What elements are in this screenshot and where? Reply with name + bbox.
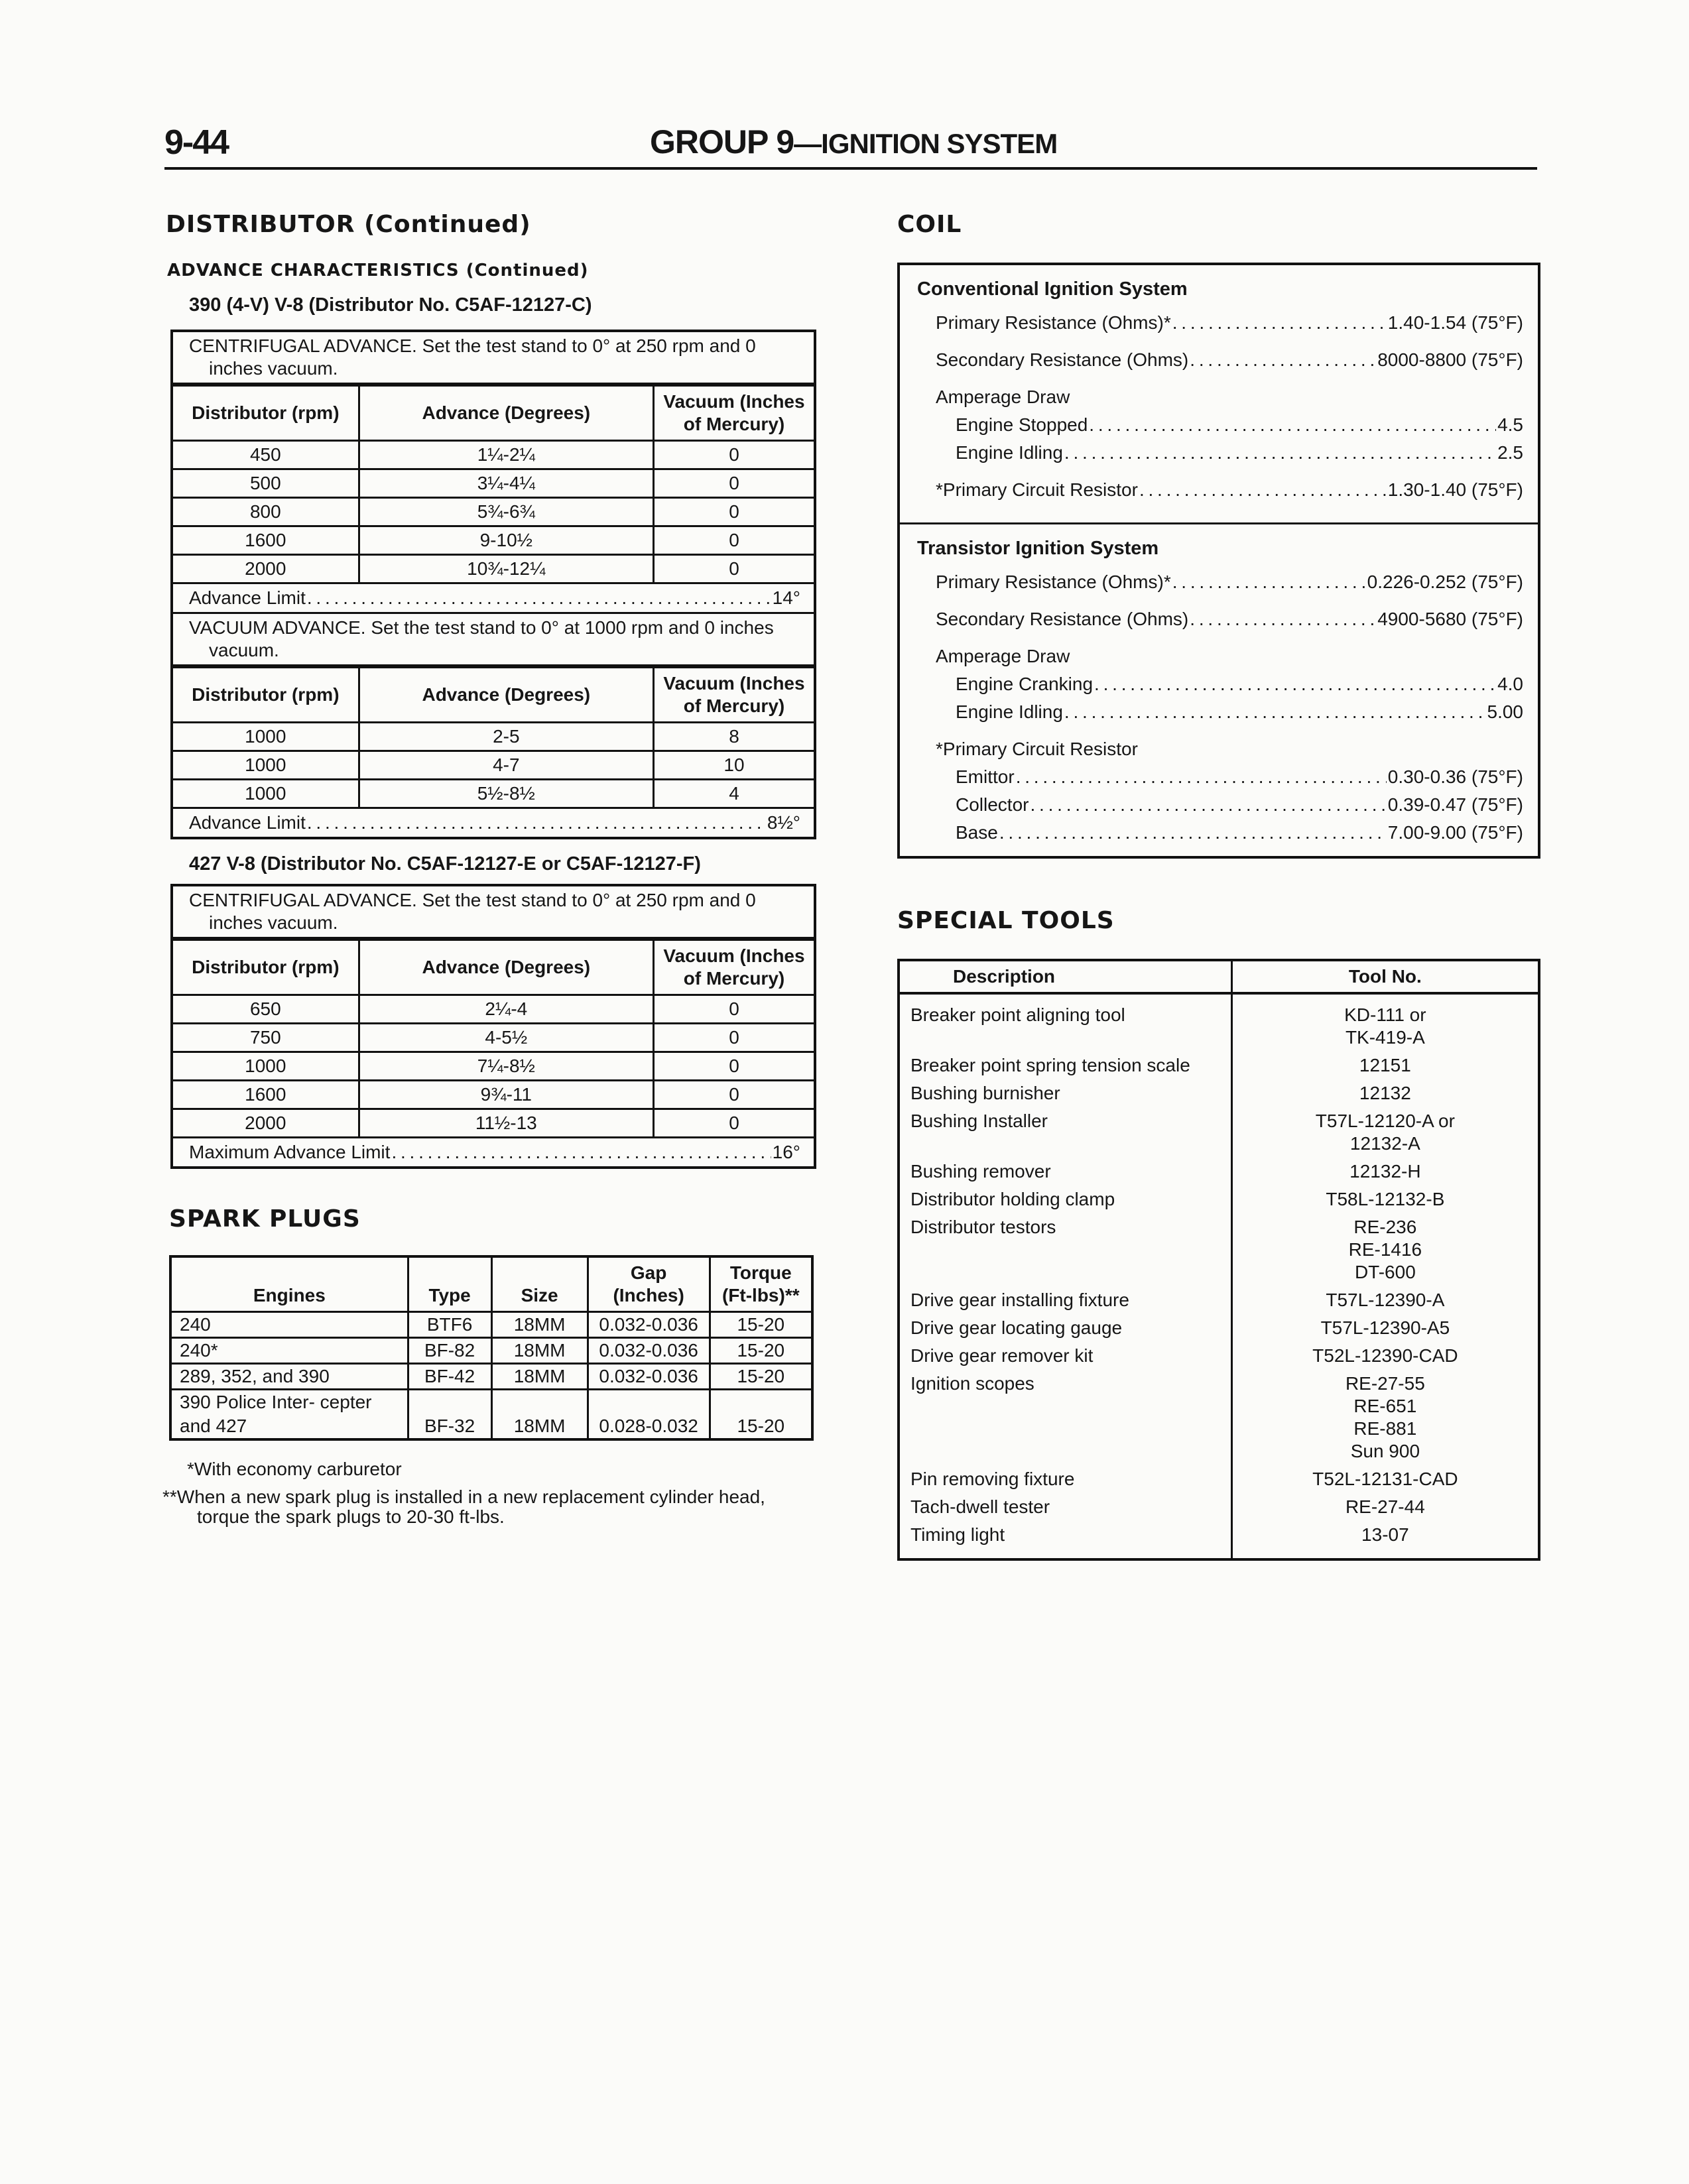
test-instruction [173, 332, 814, 385]
column-header: Distributor (rpm) [173, 940, 359, 995]
spec-value: 4.0 [1497, 674, 1523, 694]
table-row [173, 723, 814, 751]
table-cell: 5¾-6¾ [359, 498, 653, 526]
table-cell: 0 [653, 995, 814, 1024]
spec-label: Engine Idling [956, 442, 1063, 463]
table-cell: 0.032-0.036 [588, 1364, 710, 1390]
table-row [900, 1493, 1538, 1521]
table-cell: 750 [173, 1024, 359, 1052]
table-row [173, 498, 814, 526]
advance-data-table [173, 666, 814, 809]
page-number: 9-44 [164, 123, 229, 162]
table-cell: 1600 [173, 526, 359, 555]
header-row [900, 961, 1538, 993]
special-tools-box [897, 959, 1540, 1561]
spec-label: Base [956, 822, 998, 843]
advance-limit-row [173, 809, 814, 837]
spec-label: Secondary Resistance (Ohms) [936, 609, 1189, 629]
table-cell: 390 Police Inter- cepter and 427 [170, 1390, 408, 1440]
instruction-line: inches vacuum. [209, 358, 338, 379]
table-cell: 0 [653, 1024, 814, 1052]
table-cell: 15-20 [710, 1338, 812, 1364]
table-cell: 1000 [173, 780, 359, 808]
spec-label: Collector [956, 794, 1029, 815]
column-header: Advance (Degrees) [359, 668, 653, 723]
table-cell: 3¼-4¼ [359, 469, 653, 498]
advance-table-390 [170, 330, 816, 839]
table-cell: 0.028-0.032 [588, 1390, 710, 1440]
spec-value: 0.30-0.36 (75°F) [1387, 766, 1523, 787]
limit-label: Maximum Advance Limit [189, 1142, 391, 1162]
special-tools-table [900, 961, 1538, 1558]
table-row [900, 1465, 1538, 1493]
spec-row [917, 819, 1523, 847]
column-header: Engines [170, 1256, 408, 1312]
table-cell: 15-20 [710, 1390, 812, 1440]
tool-number: 13-07 [1361, 1524, 1409, 1545]
table-cell: 0 [653, 498, 814, 526]
subsection-title-advance: ADVANCE CHARACTERISTICS (Continued) [167, 261, 589, 280]
column-header: Vacuum (Inches of Mercury) [653, 940, 814, 995]
tool-number: 12132-H [1349, 1161, 1421, 1182]
table-cell: 1000 [173, 751, 359, 780]
table-row [900, 993, 1538, 1052]
table-cell: 18MM [491, 1390, 588, 1440]
spec-value: 1.40-1.54 (75°F) [1387, 312, 1523, 333]
spec-value: 5.00 [1487, 701, 1523, 722]
spec-value: 7.00-9.00 (75°F) [1387, 822, 1523, 843]
tool-number: RE-27-55 RE-651 RE-881 Sun 900 [1345, 1373, 1425, 1461]
spark-plugs-table-wrap [169, 1255, 814, 1441]
transistor-ignition-section [900, 524, 1538, 856]
spec-value: 2.5 [1497, 442, 1523, 463]
table-cell: 4-7 [359, 751, 653, 780]
instruction-line: VACUUM ADVANCE. Set the test stand to 0° at 1000 rpm and 0 inches [189, 617, 774, 638]
table-cell: BTF6 [408, 1312, 491, 1338]
table-cell: 2000 [173, 555, 359, 583]
table-row [173, 780, 814, 808]
tool-number: 12132 [1359, 1083, 1411, 1103]
test-instruction [173, 614, 814, 666]
spec-label: Engine Idling [956, 701, 1063, 722]
circuit-resistor-label: *Primary Circuit Resistor [936, 739, 1138, 759]
table-row [900, 1213, 1538, 1286]
tool-description: Distributor testors [900, 1213, 1231, 1286]
table-cell: 18MM [491, 1338, 588, 1364]
spec-row [917, 605, 1523, 633]
spec-label: Primary Resistance (Ohms)* [936, 572, 1171, 592]
tool-description: Timing light [900, 1521, 1231, 1549]
amperage-label: Amperage Draw [936, 646, 1070, 666]
table-cell: 1¼-2¼ [359, 441, 653, 469]
tool-number: T57L-12390-A [1326, 1290, 1445, 1310]
table-cell: 2000 [173, 1109, 359, 1138]
header-rule [164, 167, 1537, 170]
table-cell: 0 [653, 1052, 814, 1081]
limit-label: Advance Limit [189, 812, 306, 833]
footnote-economy: *With economy carburetor [187, 1459, 402, 1479]
spec-value: 4.5 [1497, 414, 1523, 435]
table-cell: BF-42 [408, 1364, 491, 1390]
spec-row [917, 791, 1523, 819]
table-row [900, 1158, 1538, 1185]
table-cell: 0 [653, 555, 814, 583]
group-title: —IGNITION SYSTEM [794, 128, 1058, 159]
spec-label: Emittor [956, 766, 1015, 787]
table-cell: 0.032-0.036 [588, 1338, 710, 1364]
table-row [900, 1286, 1538, 1314]
tool-description: Drive gear remover kit [900, 1342, 1231, 1370]
table-row [900, 1185, 1538, 1213]
table-row [900, 1314, 1538, 1342]
table-cell: 4-5½ [359, 1024, 653, 1052]
limit-value: 14° [772, 587, 800, 608]
table-row [173, 995, 814, 1024]
column-header: Advance (Degrees) [359, 386, 653, 441]
tool-number: 12151 [1359, 1055, 1411, 1075]
table-cell: 18MM [491, 1364, 588, 1390]
instruction-line: CENTRIFUGAL ADVANCE. Set the test stand to 0° at 250 rpm and 0 [189, 890, 756, 910]
table-row [900, 1079, 1538, 1107]
tool-number: T52L-12390-CAD [1312, 1345, 1458, 1366]
table-cell: 9¾-11 [359, 1081, 653, 1109]
spec-label: Primary Resistance (Ohms)* [936, 312, 1171, 333]
spec-label: Engine Cranking [956, 674, 1094, 694]
spec-row [917, 670, 1523, 698]
conventional-ignition-section [900, 265, 1538, 524]
tool-description: Distributor holding clamp [900, 1185, 1231, 1213]
footnote-torque-line1: **When a new spark plug is installed in a new replacement cylinder head, [162, 1486, 765, 1507]
spec-label: Secondary Resistance (Ohms) [936, 349, 1189, 370]
conventional-title: Conventional Ignition System [917, 278, 1188, 300]
table-cell: 0 [653, 526, 814, 555]
column-header: Distributor (rpm) [173, 668, 359, 723]
limit-label: Advance Limit [189, 587, 306, 608]
tool-description: Bushing burnisher [900, 1079, 1231, 1107]
table-row [900, 1370, 1538, 1465]
table-row [170, 1390, 812, 1440]
table-row [173, 1109, 814, 1138]
instruction-line: CENTRIFUGAL ADVANCE. Set the test stand to 0° at 250 rpm and 0 [189, 335, 756, 356]
spec-label: Engine Stopped [956, 414, 1088, 435]
table-cell: 4 [653, 780, 814, 808]
tool-number: T52L-12131-CAD [1312, 1469, 1458, 1489]
column-header: Tool No. [1231, 961, 1538, 993]
column-header: Type [408, 1256, 491, 1312]
instruction-line: vacuum. [209, 640, 279, 660]
table-cell: BF-82 [408, 1338, 491, 1364]
spec-row [917, 476, 1523, 504]
spec-row [917, 763, 1523, 791]
instruction-line: inches vacuum. [209, 912, 338, 933]
table-cell: 8 [653, 723, 814, 751]
advance-data-table [173, 939, 814, 1138]
table-cell: 800 [173, 498, 359, 526]
table-cell: 18MM [491, 1312, 588, 1338]
table-cell: 10¾-12¼ [359, 555, 653, 583]
block2-heading: 427 V-8 (Distributor No. C5AF-12127-E or C5AF-12127-F) [189, 853, 701, 875]
test-instruction [173, 886, 814, 939]
table-cell: 0 [653, 1081, 814, 1109]
advance-data-table [173, 385, 814, 584]
spec-label: *Primary Circuit Resistor [936, 479, 1138, 500]
section-title-special-tools: SPECIAL TOOLS [897, 907, 1115, 934]
tool-description: Ignition scopes [900, 1370, 1231, 1465]
tool-description: Drive gear locating gauge [900, 1314, 1231, 1342]
vacuum-advance-section [173, 614, 814, 837]
table-cell: 2-5 [359, 723, 653, 751]
footnote-torque-line2: torque the spark plugs to 20-30 ft-lbs. [197, 1506, 505, 1527]
advance-table-427 [170, 884, 816, 1169]
spec-value: 0.226-0.252 (75°F) [1367, 572, 1523, 592]
table-cell: 500 [173, 469, 359, 498]
tool-description: Drive gear installing fixture [900, 1286, 1231, 1314]
section-title-spark-plugs: SPARK PLUGS [169, 1205, 361, 1233]
tool-description: Pin removing fixture [900, 1465, 1231, 1493]
spec-value: 1.30-1.40 (75°F) [1387, 479, 1523, 500]
block1-heading: 390 (4-V) V-8 (Distributor No. C5AF-12127-C) [189, 294, 592, 316]
advance-limit-row [173, 1138, 814, 1166]
table-row [173, 555, 814, 583]
tool-number: T57L-12120-A or 12132-A [1315, 1111, 1455, 1154]
table-row [900, 1521, 1538, 1549]
table-row [170, 1364, 812, 1390]
header-row [170, 1256, 812, 1312]
table-row [173, 469, 814, 498]
tool-number: RE-236 RE-1416 DT-600 [1348, 1217, 1422, 1282]
column-header: Vacuum (Inches of Mercury) [653, 668, 814, 723]
spec-row [917, 439, 1523, 467]
limit-value: 16° [772, 1142, 800, 1162]
tool-description: Breaker point aligning tool [900, 993, 1231, 1052]
header-row [173, 668, 814, 723]
column-header: Torque (Ft-lbs)** [710, 1256, 812, 1312]
table-cell: 10 [653, 751, 814, 780]
spec-row [917, 698, 1523, 726]
centrifugal-advance-section [173, 886, 814, 1166]
header-row [173, 940, 814, 995]
column-header: Distributor (rpm) [173, 386, 359, 441]
table-cell: 1000 [173, 1052, 359, 1081]
tool-description: Tach-dwell tester [900, 1493, 1231, 1521]
spec-value: 4900-5680 (75°F) [1377, 609, 1523, 629]
tool-number: KD-111 or TK-419-A [1344, 1004, 1426, 1048]
spacer-row [900, 1549, 1538, 1558]
spec-row [917, 411, 1523, 439]
table-cell: 2¼-4 [359, 995, 653, 1024]
table-cell: 7¼-8½ [359, 1052, 653, 1081]
table-cell: 15-20 [710, 1364, 812, 1390]
table-cell: 5½-8½ [359, 780, 653, 808]
spec-row [917, 346, 1523, 374]
table-cell: 240* [170, 1338, 408, 1364]
column-header: Size [491, 1256, 588, 1312]
tool-description: Breaker point spring tension scale [900, 1052, 1231, 1079]
transistor-title: Transistor Ignition System [917, 538, 1159, 559]
header-row [173, 386, 814, 441]
table-row [173, 441, 814, 469]
spec-value: 8000-8800 (75°F) [1377, 349, 1523, 370]
spark-plugs-table [169, 1255, 814, 1441]
column-header: Advance (Degrees) [359, 940, 653, 995]
table-cell: 0 [653, 469, 814, 498]
spec-row [917, 309, 1523, 337]
table-cell: 11½-13 [359, 1109, 653, 1138]
spec-value: 0.39-0.47 (75°F) [1387, 794, 1523, 815]
tool-description: Bushing remover [900, 1158, 1231, 1185]
column-header: Gap (Inches) [588, 1256, 710, 1312]
advance-limit-row [173, 584, 814, 614]
coil-specs-box [897, 263, 1540, 859]
table-cell: 15-20 [710, 1312, 812, 1338]
table-cell: 240 [170, 1312, 408, 1338]
tool-number: T57L-12390-A5 [1320, 1317, 1450, 1338]
limit-value: 8½° [767, 812, 800, 833]
table-cell: 9-10½ [359, 526, 653, 555]
page-title [650, 123, 1057, 161]
table-cell: 1600 [173, 1081, 359, 1109]
table-cell: 650 [173, 995, 359, 1024]
table-row [173, 1024, 814, 1052]
centrifugal-advance-section [173, 332, 814, 614]
table-cell: 450 [173, 441, 359, 469]
tool-number: RE-27-44 [1345, 1496, 1425, 1517]
tool-description: Bushing Installer [900, 1107, 1231, 1158]
column-header: Vacuum (Inches of Mercury) [653, 386, 814, 441]
table-row [900, 1342, 1538, 1370]
table-row [900, 1052, 1538, 1079]
amperage-label: Amperage Draw [936, 387, 1070, 407]
section-title-coil: COIL [897, 211, 962, 238]
table-cell: 289, 352, and 390 [170, 1364, 408, 1390]
table-row [170, 1312, 812, 1338]
table-cell: 0 [653, 441, 814, 469]
table-row [173, 751, 814, 780]
table-row [900, 1107, 1538, 1158]
table-cell: 1000 [173, 723, 359, 751]
table-row [173, 1052, 814, 1081]
section-title-distributor: DISTRIBUTOR (Continued) [166, 211, 531, 238]
tool-number: T58L-12132-B [1326, 1189, 1445, 1209]
table-row [173, 526, 814, 555]
group-label: GROUP 9 [650, 123, 794, 160]
column-header: Description [900, 961, 1231, 993]
table-cell: 0 [653, 1109, 814, 1138]
table-cell: 0.032-0.036 [588, 1312, 710, 1338]
table-row [170, 1338, 812, 1364]
spec-row [917, 568, 1523, 596]
table-row [173, 1081, 814, 1109]
table-cell: BF-32 [408, 1390, 491, 1440]
